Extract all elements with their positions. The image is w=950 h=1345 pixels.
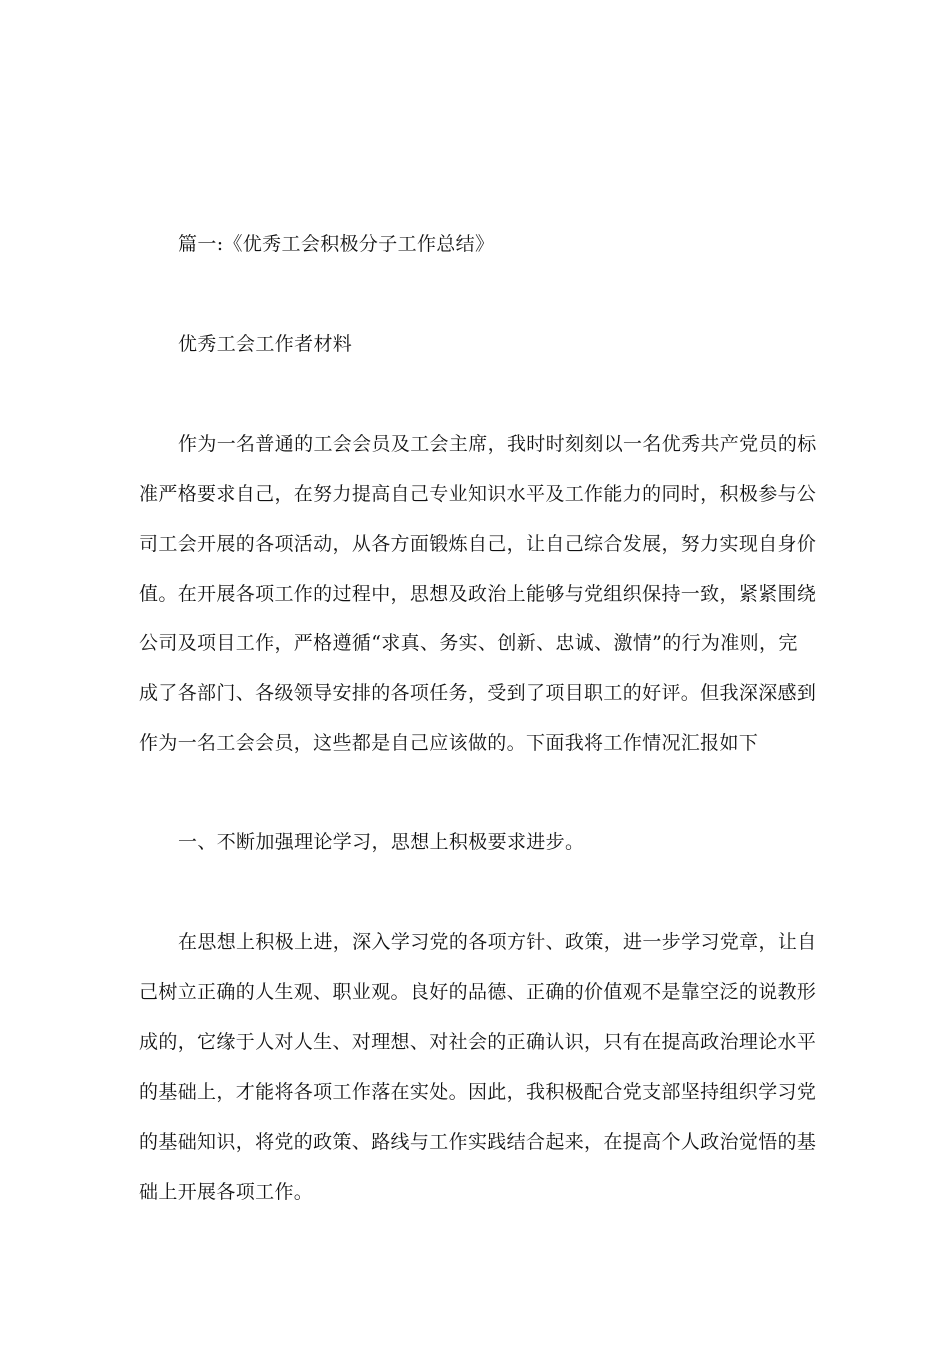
section-heading: 一、不断加强理论学习，思想上积极要求进步。 bbox=[178, 831, 585, 853]
paragraph-line: 作为一名工会会员，这些都是自己应该做的。下面我将工作情况汇报如下 bbox=[139, 732, 759, 754]
paragraph-line: 的基础知识，将党的政策、路线与工作实践结合起来，在提高个人政治觉悟的基 bbox=[139, 1131, 817, 1153]
paragraph-line: 作为一名普通的工会会员及工会主席，我时时刻刻以一名优秀共产党员的标 bbox=[178, 433, 817, 455]
document-subtitle: 优秀工会工作者材料 bbox=[178, 333, 353, 355]
document-title: 篇一:《优秀工会积极分子工作总结》 bbox=[178, 233, 495, 255]
paragraph-line: 成的，它缘于人对人生、对理想、对社会的正确认识，只有在提高政治理论水平 bbox=[139, 1031, 817, 1053]
paragraph-line: 础上开展各项工作。 bbox=[139, 1181, 314, 1203]
paragraph-line: 成了各部门、各级领导安排的各项任务，受到了项目职工的好评。但我深深感到 bbox=[139, 682, 817, 704]
paragraph-line: 公司及项目工作，严格遵循“求真、务实、创新、忠诚、激情”的行为准则，完 bbox=[139, 632, 798, 654]
paragraph-line: 的基础上，才能将各项工作落在实处。因此，我积极配合党支部坚持组织学习党 bbox=[139, 1081, 817, 1103]
paragraph-line: 值。在开展各项工作的过程中，思想及政治上能够与党组织保持一致，紧紧围绕 bbox=[139, 583, 817, 605]
paragraph-line: 司工会开展的各项活动，从各方面锻炼自己，让自己综合发展，努力实现自身价 bbox=[139, 533, 817, 555]
paragraph-line: 己树立正确的人生观、职业观。良好的品德、正确的价值观不是靠空泛的说教形 bbox=[139, 981, 817, 1003]
paragraph-line: 在思想上积极上进，深入学习党的各项方针、政策，进一步学习党章，让自 bbox=[178, 931, 817, 953]
paragraph-line: 准严格要求自己，在努力提高自己专业知识水平及工作能力的同时，积极参与公 bbox=[139, 483, 817, 505]
